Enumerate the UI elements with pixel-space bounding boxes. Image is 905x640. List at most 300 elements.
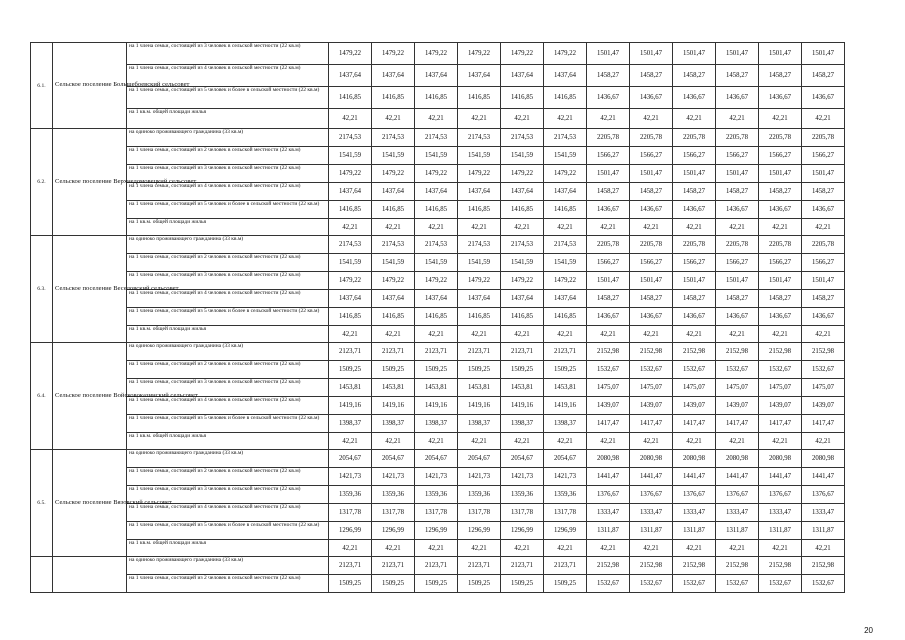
rate-value-cell: 1437,64 bbox=[501, 65, 544, 87]
rate-value-cell: 1436,67 bbox=[759, 308, 802, 326]
rate-value-cell: 2123,71 bbox=[501, 343, 544, 361]
rate-value-cell: 2174,53 bbox=[329, 236, 372, 254]
rate-value-cell: 1509,25 bbox=[458, 361, 501, 379]
rate-value-cell: 1439,07 bbox=[759, 397, 802, 415]
rate-description: на 1 члена семьи, состоящей из 3 человек в сельской местности (22 кв.м) bbox=[127, 272, 329, 290]
table-row bbox=[31, 504, 845, 522]
rate-description: на 1 члена семьи, состоящей из 2 человек в сельской местности (22 кв.м) bbox=[127, 575, 329, 593]
rate-value-cell: 2080,98 bbox=[716, 450, 759, 468]
rate-value-cell: 1436,67 bbox=[759, 87, 802, 109]
rate-value-cell: 2205,78 bbox=[587, 236, 630, 254]
rate-value-cell: 1398,37 bbox=[415, 415, 458, 433]
rate-value-cell: 42,21 bbox=[630, 540, 673, 557]
rate-value-cell: 1398,37 bbox=[458, 415, 501, 433]
rate-value-cell: 2054,67 bbox=[372, 450, 415, 468]
rate-value-cell: 1458,27 bbox=[716, 183, 759, 201]
rate-value-cell: 1296,99 bbox=[415, 522, 458, 540]
rate-value-cell: 1532,67 bbox=[630, 361, 673, 379]
rate-value-cell: 2080,98 bbox=[759, 450, 802, 468]
rate-value-cell: 42,21 bbox=[802, 326, 845, 343]
rate-value-cell: 1436,67 bbox=[716, 308, 759, 326]
rate-description: на 1 члена семьи, состоящей из 4 человек в сельской местности (22 кв.м) bbox=[127, 65, 329, 87]
rate-value-cell: 2174,53 bbox=[458, 236, 501, 254]
rate-value-cell: 1437,64 bbox=[372, 65, 415, 87]
rate-value-cell: 1416,85 bbox=[544, 87, 587, 109]
rate-value-cell: 1501,47 bbox=[759, 165, 802, 183]
rate-value-cell: 2174,53 bbox=[544, 236, 587, 254]
rate-value-cell: 1419,16 bbox=[544, 397, 587, 415]
rate-value-cell: 1296,99 bbox=[372, 522, 415, 540]
rate-value-cell: 2174,53 bbox=[372, 236, 415, 254]
rate-value-cell: 1566,27 bbox=[802, 254, 845, 272]
rate-value-cell: 42,21 bbox=[329, 109, 372, 129]
rate-value-cell: 1479,22 bbox=[501, 43, 544, 65]
rate-value-cell: 2054,67 bbox=[415, 450, 458, 468]
rate-value-cell: 1421,73 bbox=[329, 468, 372, 486]
rate-value-cell: 1296,99 bbox=[501, 522, 544, 540]
rate-value-cell: 1436,67 bbox=[673, 87, 716, 109]
rate-value-cell: 1475,07 bbox=[630, 379, 673, 397]
rate-value-cell: 2123,71 bbox=[544, 557, 587, 575]
rate-value-cell: 1501,47 bbox=[802, 272, 845, 290]
rate-value-cell: 1436,67 bbox=[802, 201, 845, 219]
rate-value-cell: 42,21 bbox=[501, 109, 544, 129]
rate-value-cell: 1501,47 bbox=[630, 43, 673, 65]
rate-value-cell: 42,21 bbox=[415, 433, 458, 450]
table-row bbox=[31, 468, 845, 486]
rate-value-cell: 1453,81 bbox=[501, 379, 544, 397]
rate-value-cell: 1359,36 bbox=[415, 486, 458, 504]
settlement-name: Сельское поселение Вязовский сельсовет bbox=[53, 450, 127, 557]
section-number bbox=[31, 557, 53, 593]
rate-description: на 1 члена семьи, состоящей из 3 человек в сельской местности (22 кв.м) bbox=[127, 486, 329, 504]
rate-value-cell: 1541,59 bbox=[415, 147, 458, 165]
rate-value-cell: 1436,67 bbox=[759, 201, 802, 219]
rate-value-cell: 1437,64 bbox=[329, 183, 372, 201]
rate-value-cell: 42,21 bbox=[544, 326, 587, 343]
rate-value-cell: 1501,47 bbox=[587, 272, 630, 290]
rate-value-cell: 42,21 bbox=[630, 433, 673, 450]
rate-value-cell: 1439,07 bbox=[673, 397, 716, 415]
rate-value-cell: 42,21 bbox=[673, 433, 716, 450]
settlement-name: Сельское поселение Верхнедомовецкий сельсовет bbox=[53, 129, 127, 236]
rate-value-cell: 1376,67 bbox=[759, 486, 802, 504]
rate-value-cell: 1417,47 bbox=[802, 415, 845, 433]
rate-value-cell: 2152,98 bbox=[802, 343, 845, 361]
table-row bbox=[31, 219, 845, 236]
rate-value-cell: 1479,22 bbox=[458, 165, 501, 183]
rate-value-cell: 1421,73 bbox=[415, 468, 458, 486]
rate-value-cell: 1541,59 bbox=[544, 147, 587, 165]
rate-description: на 1 члена семьи, состоящей из 5 человек и более в сельской местности (22 кв.м) bbox=[127, 201, 329, 219]
rate-value-cell: 1437,64 bbox=[415, 65, 458, 87]
rate-value-cell: 1479,22 bbox=[329, 43, 372, 65]
rate-value-cell: 1436,67 bbox=[630, 87, 673, 109]
rate-value-cell: 1532,67 bbox=[673, 575, 716, 593]
rate-value-cell: 1501,47 bbox=[587, 165, 630, 183]
rate-value-cell: 1359,36 bbox=[372, 486, 415, 504]
rate-value-cell: 1479,22 bbox=[372, 272, 415, 290]
rate-value-cell: 1359,36 bbox=[458, 486, 501, 504]
rate-value-cell: 1441,47 bbox=[673, 468, 716, 486]
rate-value-cell: 1311,87 bbox=[716, 522, 759, 540]
rate-value-cell: 1437,64 bbox=[544, 65, 587, 87]
rate-value-cell: 42,21 bbox=[802, 109, 845, 129]
rate-value-cell: 1296,99 bbox=[329, 522, 372, 540]
rate-description: на одиноко проживающего гражданина (33 кв.м) bbox=[127, 450, 329, 468]
rate-value-cell: 1509,25 bbox=[501, 361, 544, 379]
rate-value-cell: 1458,27 bbox=[802, 183, 845, 201]
rate-value-cell: 1376,67 bbox=[673, 486, 716, 504]
table-row bbox=[31, 109, 845, 129]
rate-description: на 1 члена семьи, состоящей из 5 человек и более в сельской местности (22 кв.м) bbox=[127, 308, 329, 326]
table-row bbox=[31, 129, 845, 147]
rate-value-cell: 1359,36 bbox=[329, 486, 372, 504]
rate-value-cell: 2123,71 bbox=[458, 557, 501, 575]
rate-description: на 1 члена семьи, состоящей из 4 человек в сельской местности (22 кв.м) bbox=[127, 397, 329, 415]
rate-value-cell: 1501,47 bbox=[673, 43, 716, 65]
rate-value-cell: 42,21 bbox=[544, 433, 587, 450]
rate-value-cell: 42,21 bbox=[501, 219, 544, 236]
rate-value-cell: 1416,85 bbox=[372, 87, 415, 109]
rate-value-cell: 1458,27 bbox=[802, 65, 845, 87]
rate-value-cell: 42,21 bbox=[458, 540, 501, 557]
rate-value-cell: 1333,47 bbox=[759, 504, 802, 522]
rate-value-cell: 1458,27 bbox=[587, 290, 630, 308]
rate-description: на 1 члена семьи, состоящей из 2 человек в сельской местности (22 кв.м) bbox=[127, 361, 329, 379]
rate-value-cell: 1376,67 bbox=[630, 486, 673, 504]
rate-value-cell: 1532,67 bbox=[759, 361, 802, 379]
section-number: 6.3. bbox=[31, 236, 53, 343]
rate-value-cell: 42,21 bbox=[587, 326, 630, 343]
table-row bbox=[31, 87, 845, 109]
rate-value-cell: 1479,22 bbox=[458, 43, 501, 65]
rate-value-cell: 1458,27 bbox=[673, 183, 716, 201]
rate-value-cell: 1566,27 bbox=[759, 254, 802, 272]
rate-value-cell: 1398,37 bbox=[372, 415, 415, 433]
rate-value-cell: 1376,67 bbox=[587, 486, 630, 504]
rate-value-cell: 2174,53 bbox=[458, 129, 501, 147]
rate-description: на 1 члена семьи, состоящей из 4 человек в сельской местности (22 кв.м) bbox=[127, 183, 329, 201]
rate-value-cell: 1437,64 bbox=[458, 183, 501, 201]
rate-value-cell: 1479,22 bbox=[372, 43, 415, 65]
rate-value-cell: 1479,22 bbox=[329, 272, 372, 290]
rate-value-cell: 1416,85 bbox=[458, 87, 501, 109]
rate-value-cell: 42,21 bbox=[716, 433, 759, 450]
rate-value-cell: 42,21 bbox=[587, 109, 630, 129]
table-row bbox=[31, 326, 845, 343]
rate-value-cell: 1541,59 bbox=[501, 147, 544, 165]
rate-description: на 1 члена семьи, состоящей из 2 человек в сельской местности (22 кв.м) bbox=[127, 254, 329, 272]
rate-value-cell: 1458,27 bbox=[630, 290, 673, 308]
rate-value-cell: 1479,22 bbox=[329, 165, 372, 183]
rate-value-cell: 1317,78 bbox=[544, 504, 587, 522]
rate-value-cell: 1437,64 bbox=[372, 183, 415, 201]
rate-value-cell: 2123,71 bbox=[415, 557, 458, 575]
rate-value-cell: 42,21 bbox=[458, 219, 501, 236]
rate-value-cell: 1417,47 bbox=[587, 415, 630, 433]
rate-value-cell: 42,21 bbox=[544, 219, 587, 236]
rate-value-cell: 1453,81 bbox=[458, 379, 501, 397]
rate-description: на 1 кв.м. общей площади жилья bbox=[127, 433, 329, 450]
rate-value-cell: 2152,98 bbox=[630, 343, 673, 361]
rate-value-cell: 1437,64 bbox=[501, 183, 544, 201]
rate-value-cell: 1416,85 bbox=[415, 308, 458, 326]
rate-value-cell: 1359,36 bbox=[501, 486, 544, 504]
rate-value-cell: 2152,98 bbox=[716, 343, 759, 361]
rate-value-cell: 42,21 bbox=[630, 219, 673, 236]
table-row bbox=[31, 43, 845, 65]
rate-value-cell: 1419,16 bbox=[329, 397, 372, 415]
rate-value-cell: 2123,71 bbox=[544, 343, 587, 361]
rate-description: на 1 члена семьи, состоящей из 3 человек в сельской местности (22 кв.м) bbox=[127, 43, 329, 65]
rate-value-cell: 1417,47 bbox=[673, 415, 716, 433]
rate-value-cell: 1359,36 bbox=[544, 486, 587, 504]
rate-value-cell: 1436,67 bbox=[630, 201, 673, 219]
rate-value-cell: 1436,67 bbox=[673, 308, 716, 326]
rate-value-cell: 1437,64 bbox=[372, 290, 415, 308]
rate-value-cell: 1333,47 bbox=[587, 504, 630, 522]
rate-value-cell: 2152,98 bbox=[716, 557, 759, 575]
rate-value-cell: 2123,71 bbox=[501, 557, 544, 575]
rate-value-cell: 1436,67 bbox=[716, 87, 759, 109]
rate-value-cell: 42,21 bbox=[587, 540, 630, 557]
rate-value-cell: 1509,25 bbox=[372, 361, 415, 379]
rate-value-cell: 42,21 bbox=[329, 326, 372, 343]
rate-value-cell: 1317,78 bbox=[415, 504, 458, 522]
rate-value-cell: 2174,53 bbox=[415, 236, 458, 254]
rate-value-cell: 1436,67 bbox=[673, 201, 716, 219]
rate-value-cell: 1479,22 bbox=[544, 43, 587, 65]
rate-value-cell: 42,21 bbox=[329, 540, 372, 557]
rate-value-cell: 42,21 bbox=[501, 540, 544, 557]
table-row bbox=[31, 147, 845, 165]
rate-description: на 1 кв.м. общей площади жилья bbox=[127, 540, 329, 557]
rate-value-cell: 1509,25 bbox=[329, 575, 372, 593]
rate-description: на одиноко проживающего гражданина (33 кв.м) bbox=[127, 236, 329, 254]
rate-value-cell: 42,21 bbox=[673, 109, 716, 129]
rate-value-cell: 1458,27 bbox=[716, 290, 759, 308]
rate-value-cell: 1317,78 bbox=[329, 504, 372, 522]
rate-value-cell: 1458,27 bbox=[716, 65, 759, 87]
rate-value-cell: 1419,16 bbox=[501, 397, 544, 415]
rate-value-cell: 1421,73 bbox=[458, 468, 501, 486]
rate-value-cell: 2205,78 bbox=[802, 236, 845, 254]
rate-value-cell: 2205,78 bbox=[673, 236, 716, 254]
rate-value-cell: 1416,85 bbox=[501, 201, 544, 219]
rate-value-cell: 1509,25 bbox=[372, 575, 415, 593]
rate-description: на 1 члена семьи, состоящей из 4 человек в сельской местности (22 кв.м) bbox=[127, 504, 329, 522]
rate-description: на 1 члена семьи, состоящей из 4 человек в сельской местности (22 кв.м) bbox=[127, 290, 329, 308]
rate-value-cell: 1509,25 bbox=[501, 575, 544, 593]
rate-value-cell: 2054,67 bbox=[501, 450, 544, 468]
rate-value-cell: 42,21 bbox=[759, 326, 802, 343]
rate-value-cell: 42,21 bbox=[587, 433, 630, 450]
table-row bbox=[31, 236, 845, 254]
rate-value-cell: 1453,81 bbox=[415, 379, 458, 397]
rate-value-cell: 1416,85 bbox=[501, 87, 544, 109]
rate-value-cell: 1479,22 bbox=[544, 272, 587, 290]
rate-value-cell: 42,21 bbox=[329, 433, 372, 450]
rate-value-cell: 1436,67 bbox=[587, 87, 630, 109]
rate-value-cell: 42,21 bbox=[587, 219, 630, 236]
rate-value-cell: 1296,99 bbox=[458, 522, 501, 540]
rate-value-cell: 1479,22 bbox=[415, 165, 458, 183]
rate-value-cell: 1311,87 bbox=[630, 522, 673, 540]
rate-value-cell: 2152,98 bbox=[802, 557, 845, 575]
rate-value-cell: 1541,59 bbox=[372, 147, 415, 165]
rate-value-cell: 1437,64 bbox=[415, 290, 458, 308]
rate-value-cell: 42,21 bbox=[802, 540, 845, 557]
rate-value-cell: 1317,78 bbox=[372, 504, 415, 522]
rate-value-cell: 42,21 bbox=[716, 326, 759, 343]
rate-value-cell: 1541,59 bbox=[458, 147, 501, 165]
rate-value-cell: 1475,07 bbox=[673, 379, 716, 397]
rate-value-cell: 1416,85 bbox=[329, 87, 372, 109]
rate-value-cell: 1501,47 bbox=[673, 272, 716, 290]
rate-value-cell: 1437,64 bbox=[501, 290, 544, 308]
rate-value-cell: 2205,78 bbox=[759, 129, 802, 147]
rate-value-cell: 2152,98 bbox=[587, 557, 630, 575]
section-number: 6.5. bbox=[31, 450, 53, 557]
rate-value-cell: 42,21 bbox=[329, 219, 372, 236]
rate-value-cell: 1458,27 bbox=[630, 183, 673, 201]
table-row bbox=[31, 308, 845, 326]
rates-table-body bbox=[31, 43, 845, 593]
rate-value-cell: 1437,64 bbox=[458, 290, 501, 308]
rate-value-cell: 42,21 bbox=[415, 109, 458, 129]
rate-description: на 1 члена семьи, состоящей из 2 человек в сельской местности (22 кв.м) bbox=[127, 147, 329, 165]
rate-value-cell: 1509,25 bbox=[544, 361, 587, 379]
rate-value-cell: 1458,27 bbox=[630, 65, 673, 87]
rate-value-cell: 2123,71 bbox=[458, 343, 501, 361]
section-number: 6.4. bbox=[31, 343, 53, 450]
rate-value-cell: 1532,67 bbox=[759, 575, 802, 593]
rate-value-cell: 1441,47 bbox=[630, 468, 673, 486]
rate-value-cell: 1436,67 bbox=[802, 308, 845, 326]
rate-description: на 1 кв.м. общей площади жилья bbox=[127, 219, 329, 236]
section-number: 6.2. bbox=[31, 129, 53, 236]
rate-value-cell: 1541,59 bbox=[501, 254, 544, 272]
rate-value-cell: 1501,47 bbox=[759, 43, 802, 65]
rate-value-cell: 1509,25 bbox=[415, 361, 458, 379]
rate-value-cell: 1441,47 bbox=[716, 468, 759, 486]
settlement-name: Сельское поселение Большебоевский сельсовет bbox=[53, 43, 127, 129]
table-row bbox=[31, 343, 845, 361]
rate-value-cell: 1458,27 bbox=[759, 183, 802, 201]
rate-value-cell: 1566,27 bbox=[630, 254, 673, 272]
rate-value-cell: 1398,37 bbox=[329, 415, 372, 433]
rate-value-cell: 1439,07 bbox=[802, 397, 845, 415]
rate-description: на 1 члена семьи, состоящей из 5 человек и более в сельской местности (22 кв.м) bbox=[127, 522, 329, 540]
rate-value-cell: 2205,78 bbox=[802, 129, 845, 147]
rate-value-cell: 1566,27 bbox=[673, 254, 716, 272]
rate-value-cell: 2205,78 bbox=[630, 236, 673, 254]
rate-value-cell: 1479,22 bbox=[415, 272, 458, 290]
rate-value-cell: 1437,64 bbox=[544, 290, 587, 308]
rate-value-cell: 1458,27 bbox=[587, 183, 630, 201]
rate-value-cell: 1479,22 bbox=[501, 272, 544, 290]
rate-value-cell: 1436,67 bbox=[630, 308, 673, 326]
rate-value-cell: 1333,47 bbox=[802, 504, 845, 522]
rate-value-cell: 42,21 bbox=[415, 540, 458, 557]
rate-value-cell: 2123,71 bbox=[329, 557, 372, 575]
rate-value-cell: 1311,87 bbox=[759, 522, 802, 540]
rate-value-cell: 2174,53 bbox=[329, 129, 372, 147]
rate-value-cell: 1532,67 bbox=[716, 575, 759, 593]
rate-value-cell: 1333,47 bbox=[673, 504, 716, 522]
rate-description: на одиноко проживающего гражданина (33 кв.м) bbox=[127, 343, 329, 361]
rate-value-cell: 2174,53 bbox=[372, 129, 415, 147]
rate-value-cell: 1441,47 bbox=[587, 468, 630, 486]
settlement-name: Сельское поселение Войсковоказинский сельсовет bbox=[53, 343, 127, 450]
rate-value-cell: 1566,27 bbox=[673, 147, 716, 165]
table-row bbox=[31, 450, 845, 468]
rate-value-cell: 1421,73 bbox=[501, 468, 544, 486]
rate-value-cell: 1437,64 bbox=[329, 290, 372, 308]
rate-value-cell: 1416,85 bbox=[372, 308, 415, 326]
rate-value-cell: 1419,16 bbox=[372, 397, 415, 415]
rate-value-cell: 1566,27 bbox=[716, 147, 759, 165]
rate-value-cell: 2054,67 bbox=[329, 450, 372, 468]
rate-value-cell: 1509,25 bbox=[544, 575, 587, 593]
rate-value-cell: 42,21 bbox=[372, 540, 415, 557]
rate-value-cell: 1501,47 bbox=[802, 43, 845, 65]
rate-value-cell: 2152,98 bbox=[759, 343, 802, 361]
rate-value-cell: 42,21 bbox=[372, 433, 415, 450]
rate-value-cell: 1566,27 bbox=[587, 147, 630, 165]
rate-value-cell: 1416,85 bbox=[501, 308, 544, 326]
rate-value-cell: 1437,64 bbox=[415, 183, 458, 201]
table-row bbox=[31, 201, 845, 219]
rate-value-cell: 42,21 bbox=[802, 433, 845, 450]
rate-value-cell: 1458,27 bbox=[759, 65, 802, 87]
rate-value-cell: 1532,67 bbox=[587, 575, 630, 593]
settlement-name bbox=[53, 557, 127, 593]
rate-value-cell: 1501,47 bbox=[802, 165, 845, 183]
table-row bbox=[31, 433, 845, 450]
rate-value-cell: 2205,78 bbox=[716, 236, 759, 254]
table-row bbox=[31, 415, 845, 433]
rate-value-cell: 2054,67 bbox=[544, 450, 587, 468]
table-row bbox=[31, 361, 845, 379]
rate-value-cell: 2152,98 bbox=[759, 557, 802, 575]
table-row bbox=[31, 290, 845, 308]
rate-value-cell: 2205,78 bbox=[587, 129, 630, 147]
rate-value-cell: 1416,85 bbox=[458, 308, 501, 326]
rate-value-cell: 2123,71 bbox=[329, 343, 372, 361]
rate-value-cell: 42,21 bbox=[372, 326, 415, 343]
rate-value-cell: 2205,78 bbox=[673, 129, 716, 147]
rate-value-cell: 2080,98 bbox=[630, 450, 673, 468]
table-row bbox=[31, 254, 845, 272]
rate-description: на 1 члена семьи, состоящей из 5 человек и более в сельской местности (22 кв.м) bbox=[127, 87, 329, 109]
rates-table bbox=[30, 42, 845, 593]
rate-value-cell: 2123,71 bbox=[415, 343, 458, 361]
table-row bbox=[31, 540, 845, 557]
rate-value-cell: 1541,59 bbox=[329, 147, 372, 165]
rate-value-cell: 1317,78 bbox=[501, 504, 544, 522]
rate-value-cell: 1436,67 bbox=[716, 201, 759, 219]
rates-table-page bbox=[30, 42, 845, 593]
rate-value-cell: 1417,47 bbox=[630, 415, 673, 433]
rate-value-cell: 1479,22 bbox=[458, 272, 501, 290]
rate-value-cell: 1479,22 bbox=[501, 165, 544, 183]
rate-value-cell: 1398,37 bbox=[501, 415, 544, 433]
rate-value-cell: 1439,07 bbox=[630, 397, 673, 415]
rate-value-cell: 42,21 bbox=[630, 109, 673, 129]
rate-value-cell: 2174,53 bbox=[501, 129, 544, 147]
